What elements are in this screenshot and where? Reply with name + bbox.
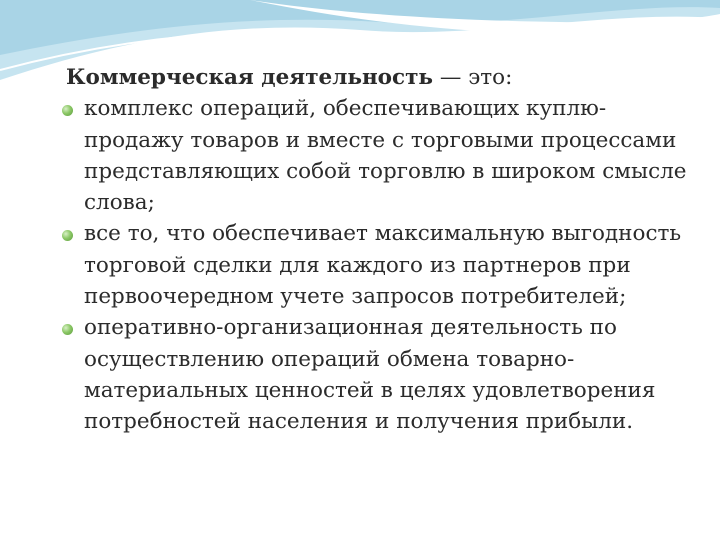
green-circle-bullet-icon [62, 230, 73, 241]
list-item-text: оперативно-организационная деятельность по осуществлению операций обмена товарно-материальных ценностей в целях удовлетворения потребностей населения и получения прибыли. [84, 315, 656, 435]
definition-block [62, 62, 702, 438]
heading-rest: — это: [433, 65, 513, 90]
heading-term: Коммерческая деятельность [66, 65, 434, 90]
list-item [62, 218, 702, 312]
list-item [62, 93, 702, 218]
green-circle-bullet-icon [62, 324, 73, 335]
definition-list [62, 93, 702, 437]
list-item-text: комплекс операций, обеспечивающих куплю-продажу товаров и вместе с торговыми процессами представляющих собой торговлю в широком смысле слова; [84, 96, 687, 216]
definition-heading [66, 62, 702, 93]
list-item [62, 312, 702, 437]
list-item-text: все то, что обеспечивает максимальную выгодность торговой сделки для каждого из партнеров при первоочередном учете запросов потребителей; [84, 221, 682, 310]
green-circle-bullet-icon [62, 105, 73, 116]
